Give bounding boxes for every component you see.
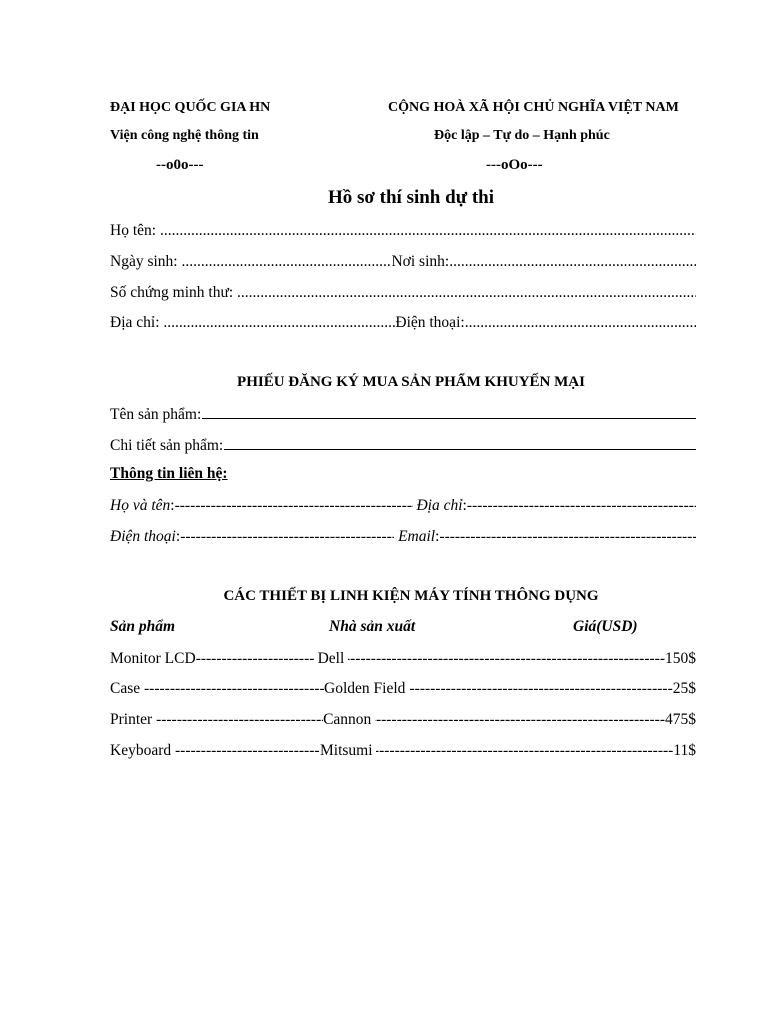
product-detail-field[interactable] — [110, 435, 696, 455]
product-detail-label: Chi tiết sản phẩm: — [110, 437, 224, 454]
maker-name: Cannon — [323, 711, 372, 728]
contact-name-address-row: Họ và tên : ----- Địa chỉ : ----- — [110, 497, 696, 515]
row-leader — [156, 711, 323, 729]
product-name: Keyboard — [110, 742, 172, 759]
right-separator: ---oOo--- — [486, 157, 543, 173]
institute-name: Viện công nghệ thông tin — [110, 128, 259, 143]
contact-phone-label: Điện thoại — [110, 528, 176, 545]
phone-label: Điện thoại: — [395, 314, 465, 331]
row-leader — [376, 742, 673, 760]
product-name-field[interactable] — [110, 404, 696, 424]
contact-address-label: Địa chỉ — [416, 497, 463, 514]
university-name: ĐẠI HỌC QUỐC GIA HN — [110, 100, 271, 115]
phone-dotted-line[interactable] — [465, 314, 696, 332]
contact-heading: Thông tin liên hệ: — [110, 465, 228, 482]
price: 25$ — [672, 680, 696, 697]
address-row — [110, 314, 696, 332]
contact-name-label: Họ và tên — [110, 497, 171, 514]
product-name: Monitor LCD — [110, 650, 196, 667]
price: 475$ — [665, 711, 696, 728]
table-row — [110, 711, 696, 729]
id-number-label: Số chứng minh thư: — [110, 284, 234, 301]
column-header-product: Sản phẩm — [110, 618, 176, 635]
registration-heading: PHIẾU ĐĂNG KÝ MUA SẢN PHẨM KHUYẾN MẠI — [237, 374, 585, 390]
name-dotted-line — [160, 222, 696, 240]
row-leader — [375, 711, 665, 729]
birth-row — [110, 253, 696, 271]
contact-phone-dashed-line[interactable] — [180, 528, 394, 546]
contact-phone-email-row: Điện thoại : ----- Email : ----- — [110, 528, 696, 546]
national-motto: Độc lập – Tự do – Hạnh phúc — [434, 128, 610, 143]
id-number-dotted-line — [237, 284, 696, 302]
product-detail-underline — [224, 435, 696, 450]
address-dotted-line[interactable] — [163, 314, 395, 332]
birthplace-dotted-line[interactable] — [449, 253, 696, 271]
column-header-maker: Nhà sản xuất — [329, 618, 416, 635]
product-name-underline — [202, 404, 696, 419]
product-name: Case — [110, 680, 141, 697]
address-label: Địa chỉ: — [110, 314, 160, 331]
row-leader — [196, 650, 314, 668]
row-leader — [348, 650, 665, 668]
contact-address-dashed-line[interactable] — [467, 497, 696, 515]
product-name: Printer — [110, 711, 153, 728]
country-name: CỘNG HOÀ XÃ HỘI CHỦ NGHĨA VIỆT NAM — [388, 100, 679, 115]
birthplace-label: Nơi sinh: — [391, 253, 450, 270]
contact-email-dashed-line[interactable] — [439, 528, 696, 546]
row-leader — [175, 742, 320, 760]
maker-name: Mitsumi — [320, 742, 373, 759]
contact-name-dashed-line[interactable] — [175, 497, 413, 515]
column-header-price: Giá(USD) — [573, 618, 638, 635]
maker-name: Golden Field — [324, 680, 406, 697]
product-name-label: Tên sản phẩm: — [110, 406, 202, 423]
name-label: Họ tên: — [110, 222, 157, 239]
birth-date-label: Ngày sinh: — [110, 253, 178, 270]
contact-email-label: Email — [398, 528, 436, 545]
birth-date-dotted-line[interactable] — [181, 253, 391, 271]
table-row — [110, 650, 696, 668]
price: 11$ — [673, 742, 696, 759]
maker-name: Dell — [317, 650, 345, 667]
left-separator: --o0o--- — [156, 157, 204, 173]
id-number-field[interactable] — [110, 284, 696, 302]
table-row — [110, 680, 696, 698]
page-title: Hồ sơ thí sinh dự thi — [327, 187, 495, 208]
row-leader — [409, 680, 672, 698]
name-field[interactable] — [110, 222, 696, 240]
price: 150$ — [665, 650, 696, 667]
devices-heading: CÁC THIẾT BỊ LINH KIỆN MÁY TÍNH THÔNG DỤNG — [223, 588, 599, 604]
row-leader — [144, 680, 324, 698]
table-row — [110, 742, 696, 760]
